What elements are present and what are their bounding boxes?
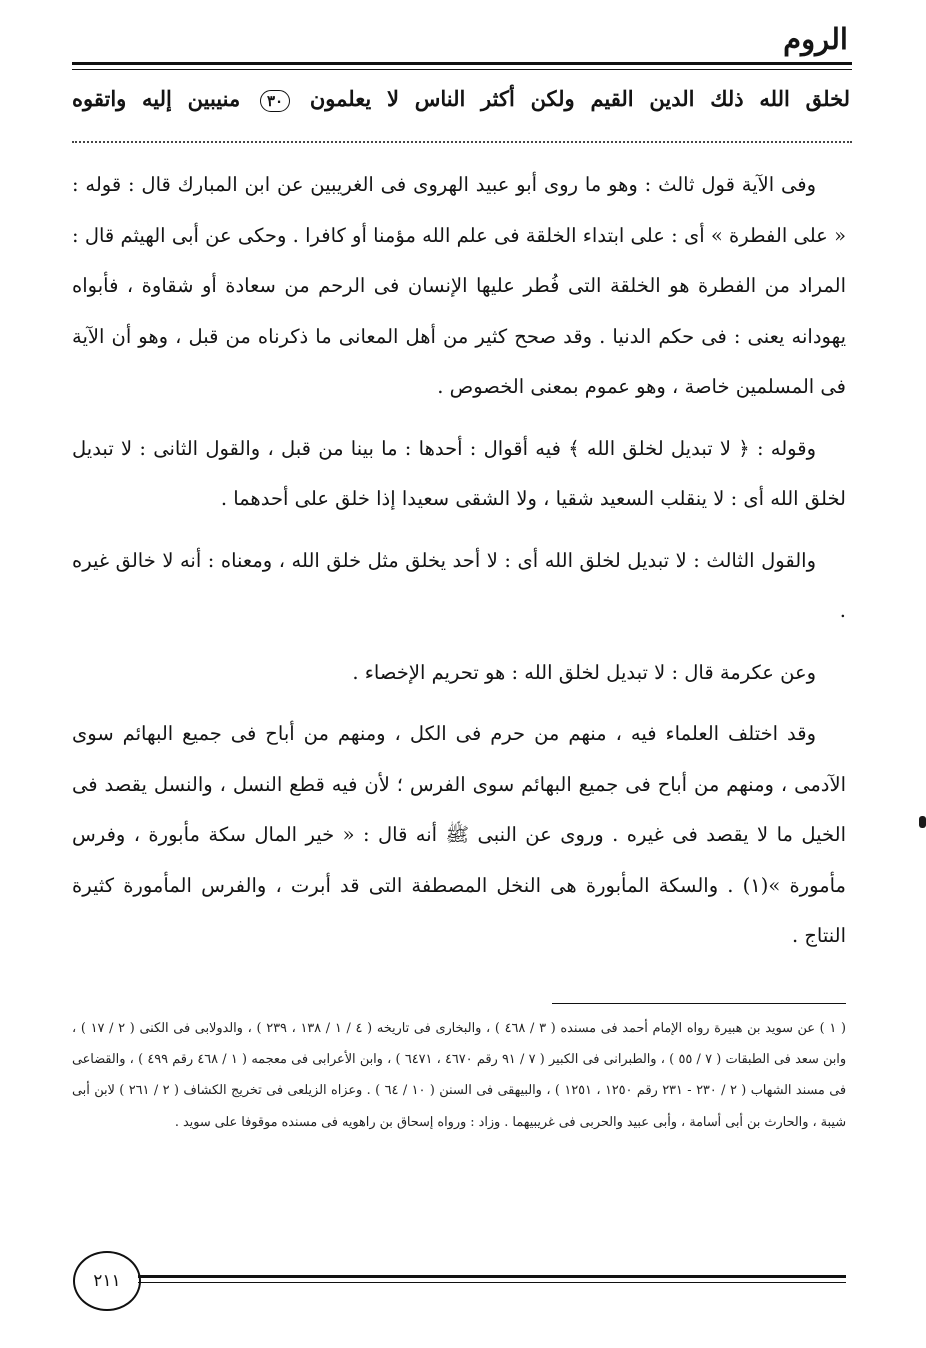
footnotes [72, 1013, 846, 1138]
verse-text-end: منيبين إليه واتقوه [72, 86, 241, 111]
paragraph: وفى الآية قول ثالث : وهو ما روى أبو عبيد الهروى فى الغريبين عن ابن المبارك قال : قوله : « على الفطرة » أى : على ابتداء الخلقة فى علم الله مؤمنا أو كافرا . وحكى عن أبى الهيثم قال : المراد من الفطرة هو الخلقة التى فُطر عليها الإنسان فى الرحم من سعادة أو شقاوة ، فأبواه يهودانه يعنى : فى حكم الدنيا . وقد صحح كثير من أهل المعانى ما ذكرناه من قبل ، وهو أن الآية فى المسلمين خاصة ، وهو عموم بمعنى الخصوص . [72, 173, 846, 398]
page-number: ٢١١ [73, 1251, 141, 1311]
paragraph: وقد اختلف العلماء فيه ، منهم من حرم فى الكل ، ومنهم من أباح فى جميع البهائم سوى الآدمى ، ومنهم من أباح فى جميع البهائم سوى الفرس ؛ لأن فيه قطع النسل ، والنسل يقصد فى الخيل ما لا يقصد فى غيره . وروى عن النبى ﷺ أنه قال : « خير المال سكة مأبورة ، وفرس مأمورة »(١) . والسكة المأبورة هى النخل المصطفة التى قد أبرت ، والفرس المأمورة كثيرة النتاج . [72, 722, 847, 947]
quran-verse-line [72, 79, 850, 119]
paragraph: والقول الثالث : لا تبديل لخلق الله أى : لا أحد يخلق مثل خلق الله ، ومعناه : أنه لا خالق غيره . [72, 548, 846, 622]
paragraph: وقوله : ﴿ لا تبديل لخلق الله ﴾ فيه أقوال : أحدها : ما بينا من قبل ، والقول الثانى : لا تبديل لخلق الله أى : لا ينقلب السعيد شقيا ، ولا الشقى سعيدا إذا خلق على أحدهما . [72, 436, 846, 510]
header-double-rule [72, 62, 852, 70]
chapter-title: الروم [783, 22, 848, 56]
footer-double-rule [138, 1275, 846, 1283]
footnote-separator [552, 1003, 846, 1004]
verse-text-start: لخلق الله ذلك الدين القيم ولكن أكثر الناس لا يعلمون [309, 86, 850, 111]
main-text [72, 160, 846, 973]
verse-number-ornament: ٣٠ [260, 90, 290, 112]
scan-edge-mark [919, 816, 926, 828]
verse-dotted-rule [72, 141, 852, 143]
footnote-1: ( ١ ) عن سويد بن هبيرة رواه الإمام أحمد فى مسنده ( ٣ / ٤٦٨ ) ، والبخارى فى تاريخه ( ٤ / ١ / ١٣٨ ، ٢٣٩ ) ، والدولابى فى الكنى ( ٢ / ١٧ ) ، وابن سعد فى الطبقات ( ٧ / ٥٥ ) ، والطبرانى فى الكبير ( ٧ / ٩١ رقم ٤٦٧٠ ، ٦٤٧١ ) ، وابن الأعرابى فى معجمه ( ١ / ٤٦٨ رقم ٤٩٩ ) ، والقضاعى فى مسند الشهاب ( ٢ / ٢٣٠ - ٢٣١ رقم ١٢٥٠ ، ١٢٥١ ) ، والبيهقى فى السنن ( ١٠ / ٦٤ ) . وعزاه الزيلعى فى تخريج الكشاف ( ٢ / ٢٦١ ) لابن أبى شيبة ، والحارث بن أبى أسامة ، وأبى عبيد والحربى فى غريبيهما . وزاد : ورواه إسحاق بن راهويه فى مسنده موقوفا على سويد . [72, 1021, 847, 1130]
paragraph: وعن عكرمة قال : لا تبديل لخلق الله : هو تحريم الإخصاء . [352, 660, 816, 684]
